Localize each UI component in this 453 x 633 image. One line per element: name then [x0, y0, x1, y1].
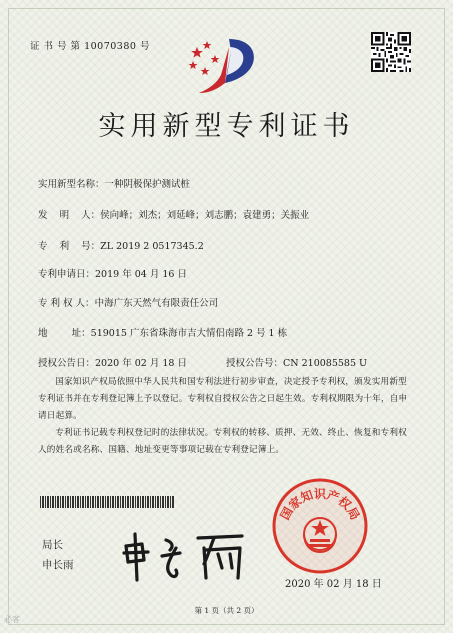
watermark: 必客: [4, 615, 20, 624]
page-footer: 第 1 页（共 2 页）: [194, 606, 259, 615]
field-label: 地 址：: [38, 328, 91, 339]
qr-code-icon: [371, 32, 411, 72]
field-grant-number: [226, 355, 367, 369]
field-value: ZL 2019 2 0517345.2: [100, 241, 204, 252]
certificate-title: 实用新型专利证书: [98, 111, 355, 142]
director-name: 申长雨: [42, 559, 74, 571]
field-inventors: [38, 207, 309, 221]
cnipa-logo-icon: [185, 33, 265, 95]
field-utility-model-name: [38, 176, 190, 190]
paragraph-legal-status: 专利证书记载专利权登记时的法律状况。专利权的转移、质押、无效、终止、恢复和专利权人的姓名或名称、国籍、地址变更等事项记载在专利登记簿上。: [38, 428, 407, 455]
field-value: 2020 年 02 月 18 日: [95, 358, 187, 369]
field-label: 授权公告号：: [226, 358, 284, 369]
field-label: 授权公告日：: [38, 358, 96, 369]
field-value: 侯向峰；刘杰；刘延峰；刘志鹏；袁建勇；关振业: [100, 210, 310, 221]
field-grant-date: [38, 355, 187, 369]
paragraph-grant-decision: 国家知识产权局依照中华人民共和国专利法进行初步审查，决定授予专利权，颁发实用新型专利证书并在专利登记簿上予以登记。专利权自授权公告之日起生效。专利权期限为十年，自申请日起算。: [38, 377, 408, 421]
cnipa-seal-icon: [270, 476, 370, 576]
field-value: CN 210085585 U: [283, 358, 368, 369]
director-signature: [118, 528, 253, 586]
director-title: 局长: [42, 539, 63, 551]
field-patentee: [38, 295, 218, 309]
field-label: 专 利 号：: [38, 241, 101, 252]
field-value: 2019 年 04 月 16 日: [95, 269, 187, 280]
seal-date: 2020 年 02 月 18 日: [285, 579, 382, 590]
field-value: 519015 广东省珠海市吉大情侣南路 2 号 1 栋: [90, 328, 288, 339]
field-label: 专 利 权 人：: [38, 298, 95, 309]
field-filing-date: [38, 266, 187, 280]
field-label: 发 明 人：: [38, 210, 101, 221]
seal-text: 国家知识产权局: [277, 487, 363, 523]
field-address: [38, 325, 287, 339]
field-value: 一种阴极保护测试桩: [104, 179, 191, 190]
field-label: 实用新型名称：: [38, 179, 105, 190]
field-patent-number: [38, 238, 204, 252]
field-label: 专利申请日：: [38, 269, 96, 280]
barcode-icon: [40, 496, 175, 508]
field-value: 中海广东天然气有限责任公司: [94, 298, 219, 309]
certificate-number: 证 书 号 第 10070380 号: [30, 41, 150, 52]
